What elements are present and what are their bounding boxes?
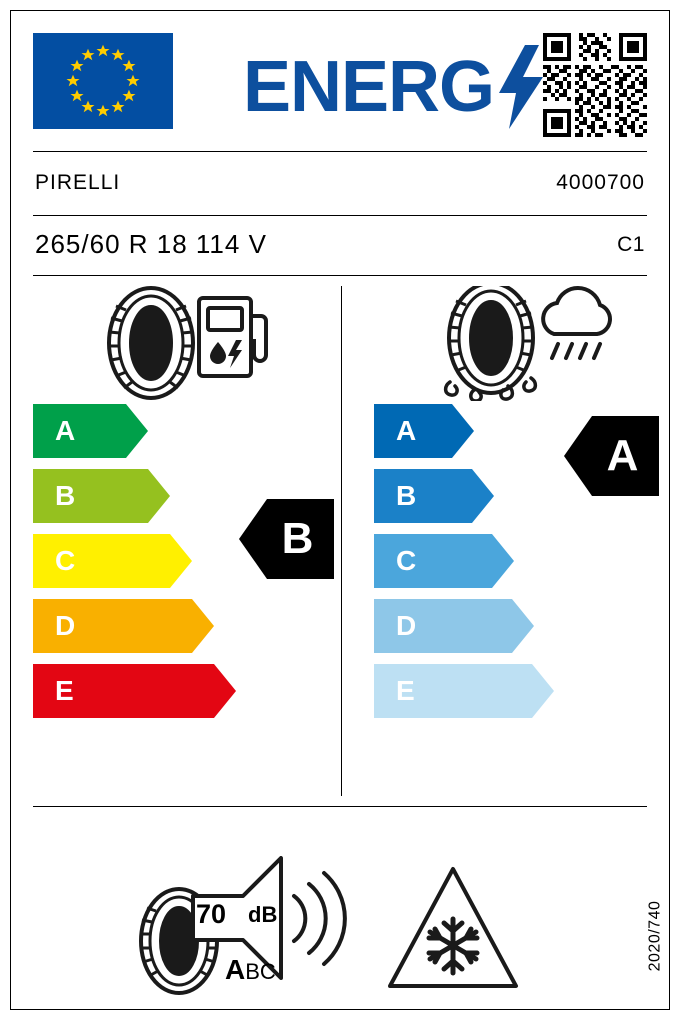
noise-class-active: A (225, 954, 246, 985)
eu-flag-icon (33, 33, 173, 129)
date-code-wrap (629, 873, 664, 993)
type-code: 4000700 (556, 171, 645, 194)
tyre-size: 265/60 R 18 114 V (35, 229, 267, 259)
divider-brand (33, 215, 647, 216)
wet-rating-marker (564, 416, 659, 496)
grade-letter: B (396, 480, 417, 511)
noise-class (225, 954, 276, 986)
brand-row (33, 159, 647, 215)
lightning-bolt-icon (499, 45, 543, 129)
brand-name: PIRELLI (35, 171, 121, 194)
tyre-rain-cloud-icon (436, 286, 621, 406)
grade-letter: E (396, 675, 415, 706)
size-row (33, 217, 647, 275)
grade-letter: C (396, 545, 417, 576)
fuel-rating-value: B (281, 514, 314, 563)
grade-letter: C (55, 545, 76, 576)
grade-shape (374, 469, 494, 523)
divider-vertical (341, 286, 342, 796)
tyre-class: C1 (617, 233, 645, 256)
qr-code-icon (543, 33, 647, 137)
grade-letter: D (396, 610, 417, 641)
label-header (11, 11, 669, 139)
noise-class-rest: BC (245, 959, 276, 984)
noise-unit: dB (248, 902, 278, 927)
noise-snow-section (11, 806, 669, 1011)
grade-letter: A (55, 415, 76, 446)
grade-shape (33, 404, 148, 458)
noise-value: 70 (196, 899, 227, 929)
ratings-section (11, 276, 669, 806)
grade-shape (374, 534, 514, 588)
grade-letter: B (55, 480, 76, 511)
grade-shape (33, 469, 170, 523)
tyre-energy-label (10, 10, 670, 1010)
date-code: 2020/740 (646, 900, 664, 972)
page-title: ENERG (243, 47, 495, 127)
grade-letter: A (396, 415, 417, 446)
divider-top (33, 151, 647, 152)
tyre-fuel-pump-icon (96, 286, 271, 406)
grade-letter: D (55, 610, 76, 641)
grade-letter: E (55, 675, 74, 706)
grade-shape (374, 404, 474, 458)
wet-rating-value: A (606, 431, 639, 480)
fuel-rating-marker (239, 499, 334, 579)
snowflake-mountain-icon (386, 861, 521, 1001)
